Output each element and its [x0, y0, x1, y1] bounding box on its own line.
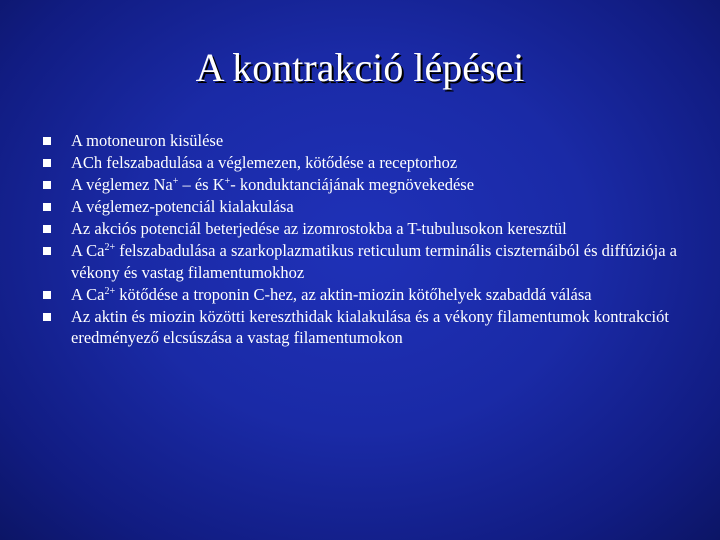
bullet-text-part: A Ca: [71, 241, 105, 260]
bullet-text-part: A véglemez-potenciál kialakulása: [71, 197, 294, 216]
bullet-item: [43, 306, 683, 349]
bullet-item: [43, 218, 683, 240]
square-bullet-icon: [43, 313, 51, 321]
bullet-text-part: A Ca: [71, 284, 105, 304]
bullet-text-part: - konduktanciájának megnövekedése: [230, 175, 475, 194]
bullet-text: [71, 153, 457, 172]
bullet-text: [71, 241, 677, 282]
bullet-item: [43, 130, 683, 152]
bullet-text-part: Az aktin és miozin közötti kereszthidak kialakulása és a vékony filamentumok kontrakciót eredményező elcsúszása a vastag filamentumokon: [71, 306, 669, 347]
square-bullet-icon: [43, 181, 51, 189]
slide-title: A kontrakció lépései: [195, 45, 525, 90]
bullet-text: [71, 197, 294, 216]
bullet-text: [71, 131, 223, 150]
square-bullet-icon: [43, 291, 51, 299]
bullet-text-part: felszabadulása a szarkoplazmatikus reticulum terminális ciszternáiból és diffúziója a vékony és vastag filamentumokhoz: [71, 241, 677, 282]
superscript: +: [172, 176, 179, 187]
square-bullet-icon: [43, 203, 51, 211]
superscript: 2+: [104, 285, 116, 297]
bullet-item: [43, 196, 683, 218]
square-bullet-icon: [43, 225, 51, 233]
bullet-item: [43, 174, 683, 196]
square-bullet-icon: [43, 137, 51, 145]
superscript: 2+: [104, 242, 116, 253]
bullet-item: [43, 152, 683, 174]
bullet-text-part: A motoneuron kisülése: [71, 131, 224, 150]
bullet-item: [43, 240, 683, 283]
square-bullet-icon: [43, 159, 51, 167]
bullet-text-part: kötődése a troponin C-hez, az aktin-miozin kötőhelyek szabaddá válása: [115, 284, 592, 304]
bullet-text: [71, 307, 669, 348]
bullet-text: [71, 175, 474, 194]
bullet-text-part: A véglemez Na: [71, 175, 173, 194]
bullet-text-part: – és K: [178, 175, 225, 194]
bullet-text-part: ACh felszabadulása a véglemezen, kötődése a receptorhoz: [71, 153, 458, 172]
bullet-item: [43, 284, 683, 306]
bullet-list: [43, 130, 683, 349]
bullet-text: [71, 219, 567, 238]
superscript: +: [224, 176, 231, 187]
bullet-text-part: Az akciós potenciál beterjedése az izomrostokba a T-tubulusokon keresztül: [71, 219, 567, 238]
square-bullet-icon: [43, 247, 51, 255]
bullet-text: [71, 285, 592, 304]
